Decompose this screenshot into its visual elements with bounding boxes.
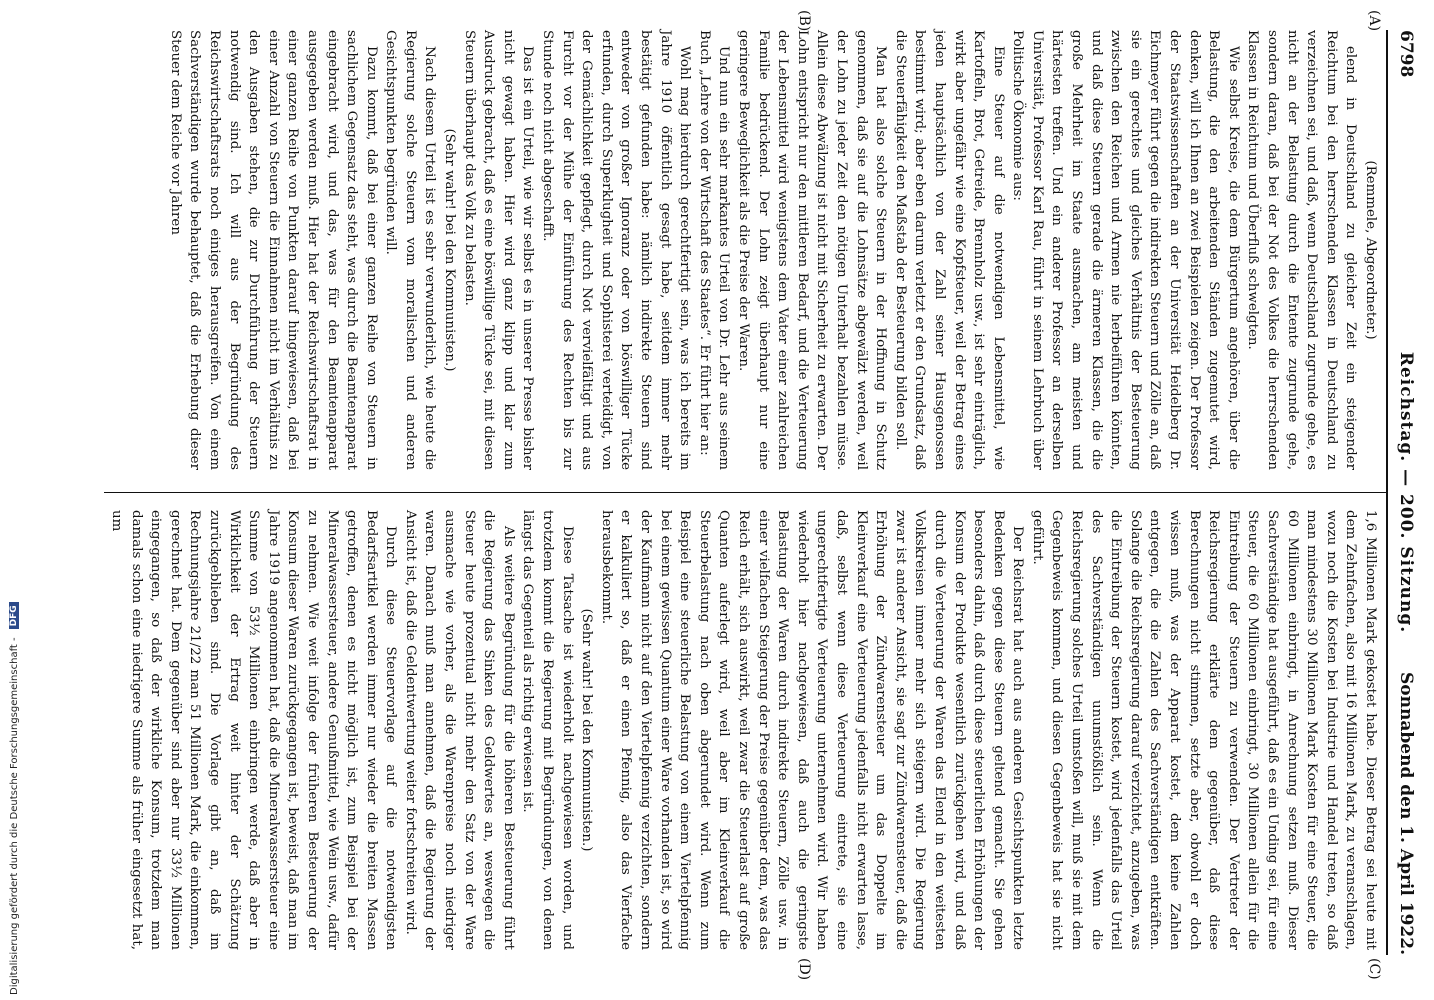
- digitization-credit: [6, 15, 22, 995]
- page-number: 6798: [1396, 30, 1416, 78]
- right-column-paragraph: Der Reichsrat hat auch aus anderen Gesichtspunkten letzte Bedenken gegen diese Steuern geltend gemacht. Sie gehen besonders dahin, daß durch diese steuerlichen Erhöhungen der Konsum der Produkte wesentlich zurückgehen wird, und daß durch die Verteuerung der Waren das Elend in den weitesten Volkskreisen immer mehr sich steigern wird. Die Regierung zwar ist anderer Ansicht, sie sagt zur Zündwarensteuer, daß die Erhöhung der Zündwarensteuer um das Doppelte im Kleinverkauf eine Verteuerung jedenfalls nicht erwarten lasse, daß, selbst wenn diese Verteuerung eintrete, sie eine ungerechtfertigte Verteuerung unternehmen wird. Wir haben wiederholt hier nachgewiesen, daß auch die geringste Belastung der Waren durch indirekte Steuern, Zölle usw. in einer vielfachen Steigerung der Preise gegenüber dem, was das Reich erhält, sich auswirkt, weil zwar die Steuerlast auf große Quanten auferlegt wird, weil aber im Kleinverkauf die Steuerbelastung nach oben abgerundet wird. Wenn zum Beispiel eine steuerliche Belastung von einem Viertelpfennig bei einem gewissen Quantum einer Ware vorhanden ist, so wird der Kaufmann nicht auf den Viertelpfennig verzichten, sondern er kalkuliert so, daß er einen Pfennig, also das Vierfache herausbekommt.: [598, 510, 1026, 950]
- right-column-paragraph: Als weitere Begründung für die höheren Besteuerung führt die Regierung das Sinken des Geldwertes an, weswegen die Steuer heute prozentual nicht mehr den Satz von der Ware ausmache wie vorher, als die Warenpreise noch niedriger waren. Danach muß man annehmen, daß die Regierung der Ansicht ist, daß die Geldentwertung weiter fortschreiten wird.: [402, 510, 516, 950]
- left-column-paragraph: Wohl mag hierdurch gerechtfertigt sein, was ich bereits im Jahre 1910 öffentlich gesagt habe, seitdem immer mehr bestätigt gefunden habe: nämlich indirekte Steuern sind entweder von großer Ignoranz oder von böswilliger Tücke erfunden, durch Superklugheit und Sophisterei verteidigt, von der Gemächlichkeit gepflegt, durch Not vervielfältigt und aus Furcht vor der Mühe der Einführung des Rechten bis zur Stunde noch nicht abgeschafft.: [540, 30, 693, 470]
- margin-marker-c: (C): [1366, 958, 1382, 980]
- left-column: [165, 30, 1380, 470]
- left-column-paragraph: (Remmele, Abgeordneter.): [1363, 160, 1378, 340]
- margin-marker-d: (D): [796, 958, 812, 981]
- right-column-paragraph: (Sehr wahr! bei den Kommunisten.): [579, 608, 595, 852]
- left-column-paragraph: elend in Deutschland zu gleicher Zeit ein steigender Reichtum bei den herrschenden Klassen in Deutschland zu verzeichnen sei, und daß, wenn Deutschland zugrunde gehe, es nicht an der Belastung durch die Entente zugrunde gehe, sondern daran, daß bei der Not des Volkes die herrschenden Klassen in Reichtum und Überfluß schwelgten.: [1245, 30, 1359, 470]
- header-date: Sonnabend den 1. April 1922.: [1396, 672, 1416, 955]
- left-column-paragraph: (Sehr wahr! bei den Kommunisten.): [442, 128, 458, 372]
- left-column-paragraph: Man hat also solche Steuern in der Hoffnung in Schutz genommen, daß sie auf die Lohnsätze abgewälzt werden, weil der Lohn zu jeder Zeit den nötigen Unterhalt bezahlen müsse. Allein diese Abwälzung ist nicht mit Sicherheit zu erwarten. Der Lohn entspricht nur den mittleren Bedarf, und die Verteuerung der Lebensmittel wird wenigstens dem Vater einer zahlreichen Familie bedrückend. Der Lohn zeigt überhaupt nur eine geringere Beweglichkeit als die Preise der Waren.: [736, 30, 889, 470]
- left-column-paragraph: Dazu kommt, daß bei einer ganzen Reihe von Steuern in sachlichem Gegensatz das steht, was durch die Beamtenapparat eingebracht wird, und das, was für den Beamtenapparat ausgegeben werden muß. Hier hat der Reichswirtschaftsrat in einer ganzen Reihe von Punkten darauf hingewiesen, daß bei einer Anzahl von Steuern die Einnahmen nicht im Verhältnis zu den Ausgaben stehen, die zur Durchführung der Steuern notwendig sind. Ich will aus der Begründung des Reichswirtschaftsrats noch einiges herausgreifen. Von einem Sachverständigen wurde behauptet, daß die Erhebung dieser Steuer dem Reiche vor Jahren: [167, 30, 379, 470]
- margin-marker-a: (A): [1366, 10, 1382, 32]
- dfg-logo: DFG: [9, 602, 19, 629]
- right-column-paragraph: Durch diese Steuervorlage auf die notwendigsten Bedarfsartikel werden immer nur wieder die breiten Massen getroffen, denen es nicht möglich ist, zum Beispiel bei der Mineralwassersteuer, andere Genußmittel, wie Wein usw., dafür zu nehmen. Wie weit infolge der früheren Besteuerung der Konsum dieser Waren zurückgegangen ist, beweist, daß man im Jahre 1919 angenommen hat, daß die Mineralwassersteuer eine Summe von 53½ Millionen einbringen werde, daß aber in Wirklichkeit der Ertrag weit hinter der Schätzung zurückgeblieben sind. Die Vorlage gibt an, daß im Rechnungsjahre 21/22 man 51 Millionen Mark, die einkommen, gerechnet hat. Dem gegenüber sind aber nur 33½ Millionen eingegangen, so daß der wirkliche Konsum, trotzdem man damals schon eine niedrigere Summe als früher eingesetzt hat, um: [109, 510, 399, 950]
- left-column-paragraph: Nach diesem Urteil ist es sehr verwunderlich, wie heute die Regierung solche Steuern vom moralischen und anderen Gesichtspunkten begründen will.: [383, 30, 438, 470]
- left-column-paragraph: Wie selbst Kreise, die dem Bürgertum angehören, über die Belastung, die den arbeitenden Ständen zugemutet wird, denken, will ich Ihnen an zwei Beispielen zeigen. Der Professor der Staatswissenschaften an der Universität Heidelberg Dr. Eichmeyer führt gegen die indirekten Steuern und Zölle an, daß sie ein gerechtes und gleiches Verhältnis der Besteuerung zwischen den Reichen und Armen nie herbeiführen könnten, und daß diese Steuern gerade die ärmeren Klassen, die die große Mehrheit im Staate ausmachen, am meisten und härtesten treffen. Und ein anderer Professor an derselben Universität, Professor Karl Rau, führt in seinem Lehrbuch über Politische Ökonomie aus:: [1010, 30, 1241, 470]
- credit-text: Digitalisierung gefördert durch die Deutsche Forschungsgemeinschaft -: [8, 637, 20, 995]
- header-rule: [1386, 30, 1388, 955]
- margin-marker-b: (B): [796, 10, 812, 32]
- left-column-paragraph: Eine Steuer auf die notwendigen Lebensmittel, wie Kartoffeln, Brot, Getreide, Brennholz usw., ist sehr einträglich, wirkt aber ungefähr wie eine Kopfsteuer, weil der Betrag eines jeden hauptsächlich von der Zahl seiner Hausgenossen bestimmt wird; aber eben darum verletzt er den Grundsatz, daß die Steuerfähigkeit den Maßstab der Besteuerung bilden soll.: [892, 30, 1006, 470]
- column-divider: [104, 492, 1386, 493]
- right-column: [106, 510, 1380, 950]
- header-title: Reichstag. — 200. Sitzung.: [1396, 351, 1416, 634]
- right-column-paragraph: 1,6 Millionen Mark gekostet habe. Dieser Betrag sei heute mit dem Zehnfachen, also mit 16 Millionen Mark, zu veranschlagen, wozu noch die Kosten bei Industrie und Handel treten, so daß man mindestens 30 Millionen Mark Kosten für eine Steuer, die 60 Millionen einbringt, in Anrechnung setzen muß. Dieser Sachverständige hat ausgeführt, daß es ein Unding sei, für eine Steuer, die 60 Millionen einbringt, 30 Millionen allein für die Eintreibung der Steuern zu verwenden. Der Vertreter der Reichsregierung erklärte dem gegenüber, daß diese Berechnungen nicht stimmen, setzte aber, obwohl er doch wissen muß, was der Apparat kostet, dem keine Zahlen entgegen, die die Zahlen des Sachverständigen entkräften. Solange die Reichsregierung darauf verzichtet, anzugeben, was die Eintreibung der Steuern kostet, wird jedenfalls das Urteil des Sachverständigen unumstößlich sein. Wenn die Reichsregierung solches Urteil umstoßen will, muß sie mit dem Gegenbeweis kommen, und diesen Gegenbeweis hat sie nicht geführt.: [1029, 510, 1378, 950]
- page-header: [1390, 30, 1416, 955]
- left-column-paragraph: Das ist ein Urteil, wie wir selbst es in unserer Presse bisher nicht gewagt haben. Hier wird ganz klipp und klar zum Ausdruck gebracht, daß es eine böswillige Tücke sei, mit diesen Steuern überhaupt das Volk zu belasten.: [461, 30, 536, 470]
- scanned-page: [84, 0, 1434, 985]
- left-column-paragraph: Und nun ein sehr markantes Urteil von Dr. Lehr aus seinem Buch „Lehre von der Wirtschaft des Staates“. Er führt hier an:: [696, 30, 732, 470]
- right-column-paragraph: Diese Tatsache ist wiederholt nachgewiesen worden, und trotzdem kommt die Regierung mit Begründungen, von denen längst das Gegenteil als richtig erwiesen ist.: [520, 510, 575, 950]
